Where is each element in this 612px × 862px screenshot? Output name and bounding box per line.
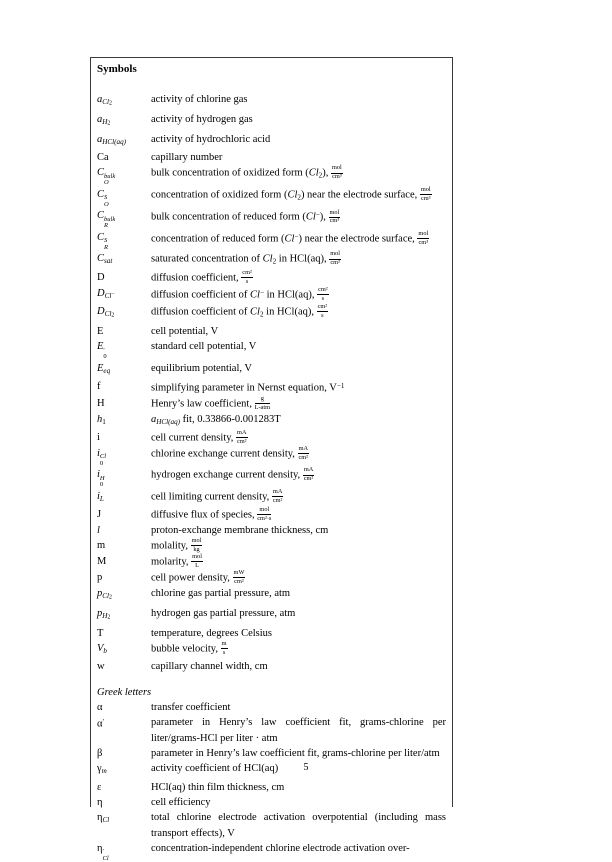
symbol-cell: $a_{H2}$ [97,113,111,127]
symbol-cell: l [97,524,100,536]
sup-sub-stack: ′ Cl [102,848,109,862]
unit-fraction: $\frac{\text{mol}}{\text{cm³}}$ [329,208,340,225]
symbol-row [97,626,446,641]
definition-cell: temperature, degrees Celsius [151,627,272,639]
symbol-cell: $V_b$ [97,643,107,656]
definition-cell: bubble velocity, $\frac{m}{s}$ [151,640,227,656]
symbol-row [97,187,446,209]
definition-cell: cell efficiency [151,796,211,808]
definition-cell: proton-exchange membrane thickness, cm [151,524,329,536]
symbol-cell: α′ [97,718,105,731]
sup-sub-stack: H 0 [99,474,105,489]
symbol-row [97,795,446,810]
symbol-row [97,570,446,586]
symbol-row [97,361,446,379]
symbol-row [97,606,446,626]
symbol-row [97,586,446,606]
symbol-cell: $\eta_{Cl}$ [97,812,110,825]
definition-cell: standard cell potential, V [151,341,257,353]
symbol-cell: E ′ 0 [97,341,107,361]
symbol-row [97,286,446,304]
symbol-cell: M [97,556,107,568]
definition-cell: parameter in Henry’s law coefficient fit, grams-chlorine per liter/atm [151,748,440,760]
symbol-cell: $p_{Cl2}$ [97,587,112,601]
definition-cell: diffusive flux of species, $\frac{\text{mol}}{\text{cm²·s}}$ [151,506,272,522]
unit-fraction: $\frac{g}{\text{L-atm}}$ [254,395,270,411]
unit-fraction: $\frac{\text{cm²}}{s}$ [317,303,328,319]
symbol-cell: i Cl 0 [97,447,107,467]
definition-cell: concentration-independent chlorine electrode activation over- [151,842,410,854]
definition-cell: concentration of reduced form (Cl−) near the electrode surface, $\frac{\text{mol}}{\text{cm³}}$ [151,230,429,246]
symbol-row [97,810,446,841]
symbol-cell: $p_{H2}$ [97,607,111,621]
definition-cell: concentration of oxidized form $(Cl_2)$ near the electrode surface, $\frac{\text{mol}}{\text{cm³}}$ [151,185,431,202]
symbol-row [97,339,446,361]
unit-fraction: $\frac{\text{cm²}}{s}$ [318,286,328,302]
symbol-row [97,208,446,230]
symbols-panel [90,57,453,862]
symbol-cell: Ca [97,152,109,164]
unit-fraction: $\frac{\text{mol}}{\text{cm³}}$ [331,164,342,181]
definition-cell: equilibrium potential, V [151,362,253,374]
definition-cell: activity of hydrogen gas [151,113,253,125]
symbol-row [97,641,446,659]
symbol-row [97,251,446,270]
symbol-row [97,430,446,446]
symbol-row [97,523,446,538]
sup-sub-stack: bulk R [104,215,116,230]
symbol-cell: $C_{sat}$ [97,253,113,266]
symbol-row [97,446,446,468]
symbol-row [97,230,446,252]
definition-cell: saturated concentration of $Cl_2$ in HCl(aq), $\frac{\text{mol}}{\text{cm³}}$ [151,250,341,267]
symbol-cell: $D_{Cl2}$ [97,306,115,319]
symbol-cell: f [97,381,101,393]
symbol-cell: $h_1$ [97,413,106,426]
greek-letters-heading: Greek letters [97,686,152,698]
symbol-row [97,761,446,779]
definition-cell: capillary channel width, cm [151,661,268,673]
symbol-row [97,467,446,489]
symbol-cell: C bulk R [97,210,116,230]
symbol-cell: C S R [97,231,108,251]
symbol-cell: E [97,326,104,338]
symbol-row [97,324,446,339]
symbol-row [97,700,446,715]
symbol-row [97,715,446,746]
unit-fraction: $\frac{\text{mol}}{\text{cm³}}$ [330,250,341,267]
definition-cell: hydrogen exchange current density, $\frac{mA}{\text{cm²}}$ [151,466,314,483]
unit-fraction: $\frac{\text{mol}}{L}$ [192,553,202,569]
symbol-cell: $\gamma_m$ [97,763,107,776]
definition-cell: parameter in Henry’s law coefficient fit, grams-chlorine per liter/grams-HCl per liter · atm [151,717,446,744]
unit-fraction: $\frac{\text{mol}}{\text{cm³}}$ [420,185,431,202]
unit-fraction: $\frac{\text{mol}}{kg}$ [191,537,202,553]
symbol-row [97,379,446,396]
definition-cell: activity of chlorine gas [151,94,248,105]
definition-cell: cell current density, $\frac{mA}{\text{cm²}}$ [151,429,247,445]
sup-sub-stack: S R [104,237,108,251]
symbol-row [97,780,446,795]
symbol-cell: w [97,661,105,673]
definition-cell: total chlorine electrode activation overpotential (including mass transport effects), V [151,812,446,839]
symbol-row [97,554,446,570]
symbol-row [97,304,446,324]
definition-cell: cell power density, $\frac{mW}{\text{cm²}}$ [151,569,245,585]
page-number: 5 [303,762,309,773]
sup-sub-stack: Cl 0 [99,453,107,467]
definition-cell: diffusion coefficient of Cl− in HCl(aq), $\frac{\text{cm²}}{s}$ [151,286,328,302]
sup-sub-stack: bulk O [104,172,116,187]
symbol-cell: i [97,432,100,444]
symbol-row [97,412,446,430]
symbol-cell: C S O [97,188,109,208]
definition-cell: cell limiting current density, $\frac{mA}{\text{cm²}}$ [151,487,283,504]
unit-fraction: $\frac{\text{mol}}{\text{cm³}}$ [418,230,429,246]
symbol-cell: η ′ Cl [97,842,109,862]
definition-cell: cell potential, V [151,326,219,338]
definition-cell: chlorine exchange current density, $\frac{mA}{\text{cm²}}$ [151,444,309,461]
symbol-row [97,489,446,507]
unit-fraction: $\frac{mA}{\text{cm²}}$ [236,429,247,445]
definition-cell: diffusion coefficient of $Cl_2$ in HCl(aq), $\frac{\text{cm²}}{s}$ [151,303,328,319]
symbol-cell: H [97,398,105,410]
symbol-cell: J [97,509,102,521]
definition-cell: transfer coefficient [151,702,231,714]
symbol-row [97,507,446,523]
definition-cell: molality, $\frac{\text{mol}}{kg}$ [151,537,202,553]
symbol-cell: D [97,272,105,284]
symbol-cell: $i_L$ [97,490,104,503]
definition-cell: activity of hydrochloric acid [151,133,271,145]
definition-cell: hydrogen gas partial pressure, atm [151,607,296,619]
definition-cell: activity coefficient of HCl(aq) [151,763,279,775]
symbol-cell: $E_{eq}$ [97,362,111,375]
symbol-row [97,746,446,761]
unit-fraction: $\frac{m}{s}$ [221,640,227,656]
definition-cell: capillary number [151,152,223,164]
symbol-row [97,659,446,674]
unit-fraction: $\frac{mA}{\text{cm²}}$ [272,487,283,504]
definition-cell: simplifying parameter in Nernst equation, $V^{-1}$ [151,382,345,394]
symbol-row [97,165,446,187]
symbol-row [97,132,446,150]
definition-cell: bulk concentration of oxidized form $(Cl_2)$, $\frac{\text{mol}}{\text{cm³}}$ [151,164,342,181]
symbol-row [97,270,446,286]
symbol-cell: i H 0 [97,469,105,489]
greek-letters-list [97,700,446,862]
symbol-cell: η [97,796,103,808]
definition-cell: $a_{HCl(aq)}$ fit, 0.33866-0.001283T [151,413,281,426]
unit-fraction: $\frac{\text{mol}}{\text{cm²·s}}$ [257,506,272,522]
symbol-row [97,150,446,165]
definition-cell: diffusion coefficient, $\frac{\text{cm²}}{s}$ [151,269,252,285]
definition-cell: bulk concentration of reduced form (Cl−), $\frac{\text{mol}}{\text{cm³}}$ [151,208,340,225]
panel-title: Symbols [97,63,137,75]
greek-letters-section [97,685,446,862]
symbol-row [97,396,446,412]
symbol-row [97,92,446,112]
symbol-cell: m [97,540,106,552]
unit-fraction: $\frac{mA}{\text{cm²}}$ [298,444,309,461]
symbol-cell: C bulk O [97,167,116,187]
sup-sub-stack: ′ 0 [103,346,107,361]
definition-cell: HCl(aq) thin film thickness, cm [151,781,285,793]
unit-fraction: $\frac{mW}{\text{cm²}}$ [233,569,245,585]
unit-fraction: $\frac{mA}{\text{cm²}}$ [303,466,314,483]
symbols-list [97,92,446,675]
unit-fraction: $\frac{\text{cm²}}{s}$ [242,269,252,285]
symbol-cell: $a_{Cl2}$ [97,94,112,107]
symbol-row [97,112,446,132]
symbol-row [97,538,446,554]
symbol-cell: $D_{Cl}-$ [97,287,115,300]
sup-sub-stack: S O [104,194,109,208]
definition-cell: chlorine gas partial pressure, atm [151,587,291,599]
symbol-cell: T [97,627,104,639]
definition-cell: molarity, $\frac{\text{mol}}{L}$ [151,553,202,569]
symbol-cell: α [97,702,103,714]
definition-cell: Henry’s law coefficient, $\frac{g}{\text{L-atm}}$ [151,395,270,411]
symbol-cell: β [97,748,103,760]
symbol-cell: $a_{HCl(aq)}$ [97,133,126,146]
symbol-row [97,841,446,862]
symbol-cell: ε [97,781,102,793]
symbol-cell: p [97,572,103,584]
